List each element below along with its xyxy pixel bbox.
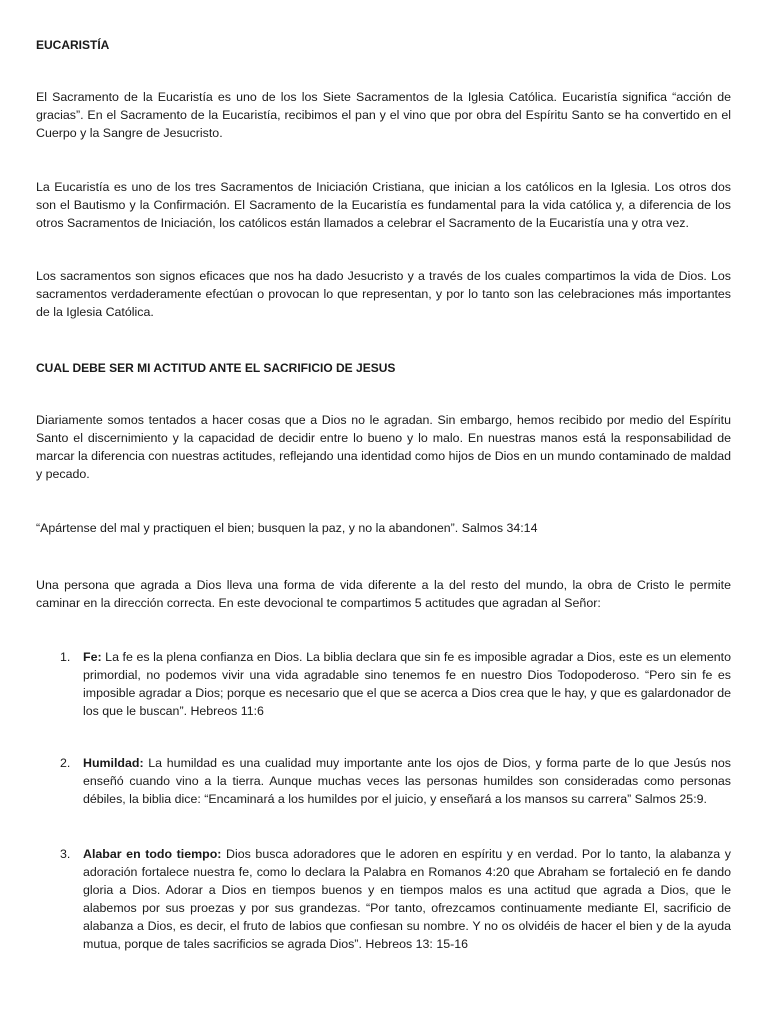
list-item-body xyxy=(83,754,731,808)
list-item-text: La fe es la plena confianza en Dios. La biblia declara que sin fe es imposible agradar a Dios, este es un elemento primordial, no podemos vivir una vida agradable sino tenemos fe en nuestro Dios Todopoderoso. “Pero sin fe es imposible agradar a Dios; porque es necesario que el que se acerca a Dios crea que le hay, y que es galardonador de los que le buscan”. Hebreos 11:6 xyxy=(83,650,731,718)
list-number: 3. xyxy=(60,847,71,861)
paragraph-signos: Los sacramentos son signos eficaces que nos ha dado Jesucristo y a través de los cuales compartimos la vida de Dios. Los sacramentos verdaderamente efectúan o provocan lo que representan, y por lo tanto son las celebraciones más importantes de la Iglesia Católica. xyxy=(36,269,731,319)
paragraph-iniciacion: La Eucaristía es uno de los tres Sacramentos de Iniciación Cristiana, que inician a los católicos en la Iglesia. Los otros dos son el Bautismo y la Confirmación. El Sacramento de la Eucaristía es fundamental para la vida católica y, a diferencia de los otros Sacramentos de Iniciación, los católicos están llamados a celebrar el Sacramento de la Eucaristía una y otra vez. xyxy=(36,180,731,230)
paragraph-tentados: Diariamente somos tentados a hacer cosas que a Dios no le agradan. Sin embargo, hemos recibido por medio del Espíritu Santo el discernimiento y la capacidad de decidir entre lo bueno y lo malo. En nuestras manos está la responsabilidad de marcar la diferencia con nuestras actitudes, reflejando una identidad como hijos de Dios en un mundo contaminado de maldad y pecado. xyxy=(36,413,731,481)
list-number: 1. xyxy=(60,650,71,664)
paragraph-sacramento: El Sacramento de la Eucaristía es uno de los los Siete Sacramentos de la Iglesia Católica. Eucaristía significa “acción de gracias”. En el Sacramento de la Eucaristía, recibimos el pan y el vino que por obra del Espíritu Santo se ha convertido en el Cuerpo y la Sangre de Jesucristo. xyxy=(36,90,731,140)
list-item-title: Humildad: xyxy=(83,756,144,770)
list-item-title: Alabar en todo tiempo: xyxy=(83,847,222,861)
heading-eucaristia: EUCARISTÍA xyxy=(36,38,110,52)
list-item-title: Fe: xyxy=(83,650,102,664)
quote-salmos: “Apártense del mal y practiquen el bien; busquen la paz, y no la abandonen”. Salmos 34:14 xyxy=(36,521,538,535)
list-item-text: Dios busca adoradores que le adoren en espíritu y en verdad. Por lo tanto, la alabanza y adoración fortalece nuestra fe, como lo declara la Palabra en Romanos 4:20 que Abraham se fortaleció en fe dando gloria a Dios. Adorar a Dios en tiempos buenos y en tiempos malos es una actitud que agrada a Dios, que le alabemos por sus proezas y por sus grandezas. “Por tanto, ofrezcamos continuamente mediante El, sacrificio de alabanza a Dios, es decir, el fruto de labios que confiesan su nombre. Y no os olvidéis de hacer el bien y de la ayuda mutua, porque de tales sacrificios se agrada Dios”. Hebreos 13: 15-16 xyxy=(83,847,731,951)
paragraph-agrada: Una persona que agrada a Dios lleva una forma de vida diferente a la del resto del mundo, la obra de Cristo le permite caminar en la dirección correcta. En este devocional te compartimos 5 actitudes que agradan al Señor: xyxy=(36,578,731,610)
list-number: 2. xyxy=(60,756,71,770)
list-item-body xyxy=(83,845,731,953)
list-item-body xyxy=(83,648,731,720)
list-item-text: La humildad es una cualidad muy importante ante los ojos de Dios, y forma parte de lo que Jesús nos enseñó cuando vino a la tierra. Aunque muchas veces las personas humildes son consideradas como personas débiles, la biblia dice: “Encaminará a los humildes por el juicio, y enseñará a los mansos su carrera” Salmos 25:9. xyxy=(83,756,731,806)
heading-actitud: CUAL DEBE SER MI ACTITUD ANTE EL SACRIFICIO DE JESUS xyxy=(36,361,396,375)
